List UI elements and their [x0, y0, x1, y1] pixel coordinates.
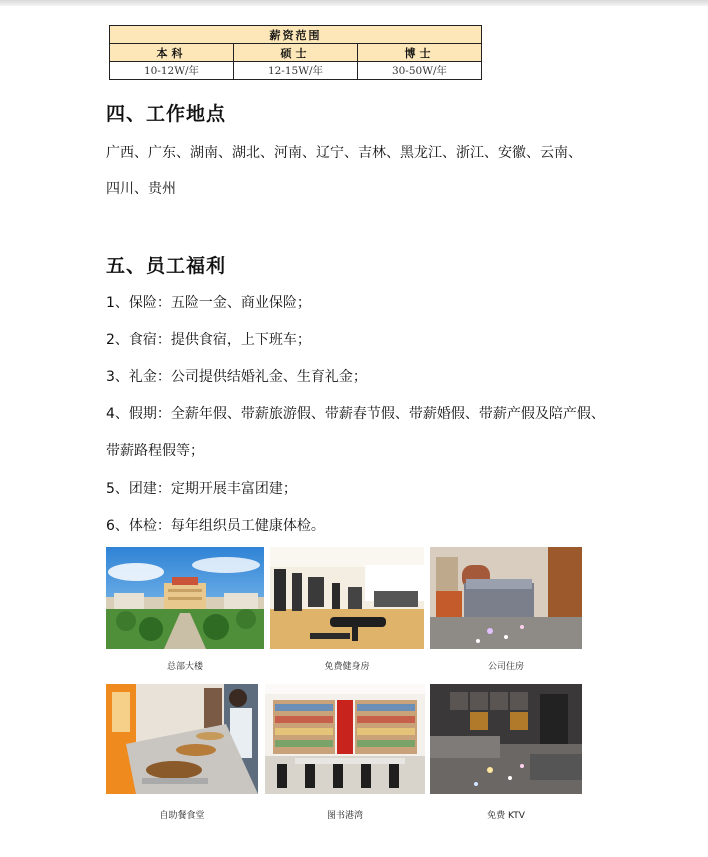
benefit-item: 1、保险：五险一金、商业保险； — [106, 295, 311, 311]
photo-caption: 免费 KTV — [487, 811, 525, 821]
salary-master: 12-15W/年 — [234, 62, 358, 80]
gym-photo — [270, 547, 424, 649]
benefit-item: 5、团建：定期开展丰富团建； — [106, 481, 297, 497]
canteen-photo — [106, 684, 258, 794]
benefit-item: 4、假期：全薪年假、带薪旅游假、带薪春节假、带薪婚假、带薪产假及陪产假、 — [106, 406, 605, 422]
salary-doctor: 30-50W/年 — [358, 62, 482, 80]
header-doctor: 博士 — [358, 44, 482, 62]
benefit-item: 6、体检：每年组织员工健康体检。 — [106, 518, 325, 534]
ktv-photo — [430, 684, 582, 794]
header-bachelor: 本科 — [110, 44, 234, 62]
photo-caption: 总部大楼 — [166, 662, 203, 672]
photo-caption: 免费健身房 — [324, 662, 370, 672]
section-heading-work-location: 四、工作地点 — [106, 103, 227, 125]
benefit-item-continued: 带薪路程假等； — [106, 443, 204, 459]
photo-caption: 自助餐食堂 — [159, 811, 205, 821]
work-location-line: 四川、贵州 — [106, 181, 176, 197]
salary-bachelor: 10-12W/年 — [110, 62, 234, 80]
photo-caption: 公司住房 — [487, 662, 524, 672]
library-photo — [265, 684, 425, 794]
benefit-item: 3、礼金：公司提供结婚礼金、生育礼金； — [106, 369, 367, 385]
viewer-top-edge — [0, 0, 708, 6]
benefit-item: 2、食宿：提供食宿，上下班车； — [106, 332, 311, 348]
headquarters-photo — [106, 547, 264, 649]
housing-photo — [430, 547, 582, 649]
work-location-line: 广西、广东、湖南、湖北、河南、辽宁、吉林、黑龙江、浙江、安徽、云南、 — [106, 145, 582, 161]
photo-caption: 图书港湾 — [326, 811, 363, 821]
salary-range-table — [109, 25, 482, 80]
salary-table-title: 薪资范围 — [110, 26, 482, 44]
section-heading-benefits: 五、员工福利 — [106, 255, 227, 277]
header-master: 硕士 — [234, 44, 358, 62]
